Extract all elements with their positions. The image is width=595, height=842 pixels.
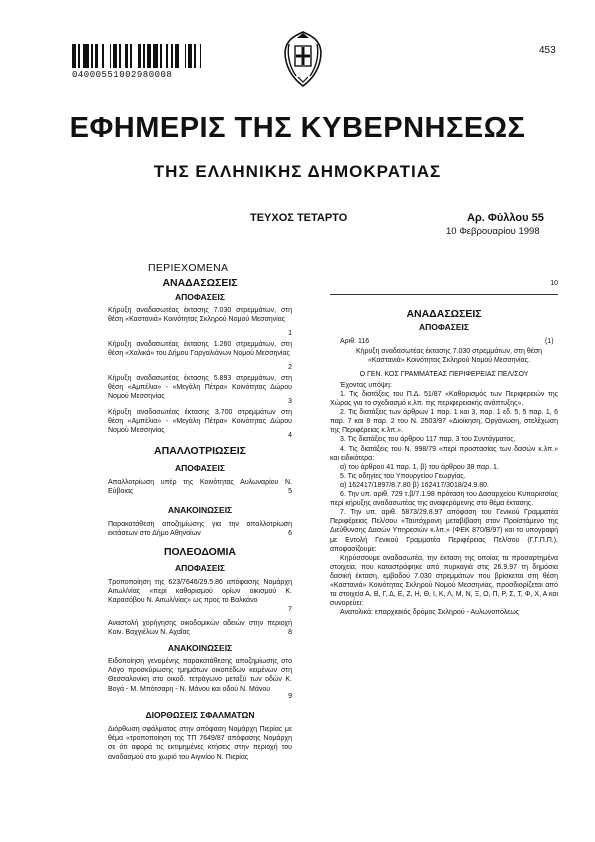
body-paragraph: 1. Τις διατάξεις του Π.Δ. 51/87 «Καθορισμός των Περιφερειών της Χώρας για το σχεδιασμό κ.λπ. της περιφερειακής ανάπτυξης».: [330, 391, 558, 408]
entry-text: Ειδοποίηση γενομένης παρακατάθεσης αποζημίωσης στο Λόγο προσκύρωσης τμημάτων οικοπέδων κειμένων στη Θεσσαλονίκη στο οικοδ. τετράγωνο μεταξύ των οδών Κ. Βογά - Μ. Μπότσαρη - Ν. Μάνου και οδού Ν. Μάνου: [108, 658, 292, 693]
list-item: [108, 408, 292, 442]
section-urban-planning-announcements: ΑΝΑΚΟΙΝΩΣΕΙΣ: [167, 643, 233, 653]
entry-text: Τροποποίηση της 623/7646/29.5.86 απόφασης Νομάρχη Αιτωλ/νίας «περί καθορισμού ορίων οικισμού Κ. Καρασόβου Ν. Αιτωλ/νίας» ως προς το Βαλκάνο: [108, 579, 292, 605]
barcode-number: 04000551002980008: [72, 70, 173, 80]
body-paragraph: Ανατολικά: επαρχιακός δρόμος Σκληρού - Αυλωνοπόλεως: [340, 609, 520, 617]
entry-page: 4: [288, 431, 292, 439]
body-paragraph: 6. Την υπ. αριθ. 729 τ.β/7.1.98 πρόταση του Δασαρχείου Κυπαρισσίας περί κήρυξης αναδασωτέας της αναφερόμενης στο θέμα έκτασης.: [330, 491, 558, 508]
list-item: [108, 619, 292, 639]
gazette-subtitle: ΤΗΣ ΕΛΛΗΝΙΚΗΣ ΔΗΜΟΚΡΑΤΙΑΣ: [153, 162, 442, 181]
gazette-title: ΕΦΗΜΕΡΙΣ ΤΗΣ ΚΥΒΕΡΝΗΣΕΩΣ: [69, 112, 526, 144]
decision-title: Κήρυξη αναδασωτέας έκτασης 7.030 στρεμμάτων, στη θέση «Καστανιά» Κοινότητας Σκληρού Νομού Μεσσηνίας.: [355, 348, 543, 365]
section-reforestation-title: ΑΝΑΔΑΣΩΣΕΙΣ: [162, 277, 238, 289]
section-expropriation-announcements: ΑΝΑΚΟΙΝΩΣΕΙΣ: [167, 505, 233, 515]
body-paragraph: 7. Την υπ. αριθ. 5873/29.8.97 απόφαση του Γενικού Γραμματέα Περιφέρειας Πελ/σου «Ταυτόχρονη μεταβίβαση στον Προϊστάμενο της Διεύθυνσης Δασών Υπηρεσιών κ.λπ.» (ΦΕΚ 870/Β/97) και το υπογραφή με Εντολή Γενικού Γραμματέα Περιφέρειας Πελ/σου (Γ.Γ.Π.Π.), αποφασίζουμε:: [330, 509, 558, 553]
entry-text: Απαλλοτρίωση υπέρ της Κοινότητας Αυλωναρίου Ν. Εύβοιας: [108, 479, 292, 496]
issue-label: ΤΕΥΧΟΣ ΤΕΤΑΡΤΟ: [250, 212, 348, 224]
list-item: [108, 478, 292, 500]
body-paragraph: 2. Τις διατάξεις των άρθρων 1 παρ. 1 και 3, παρ. 1 εδ. 5, 5 παρ. 1, 6 παρ. 7 και 8 παρ. 2 του Ν. 2503/97 «Διοίκηση, Οργάνωση, στελέχωση της Περιφέρειας κ.λπ.».: [330, 409, 558, 435]
entry-page: 9: [288, 692, 292, 700]
decision-body: [330, 390, 558, 690]
correction-text-left: [108, 725, 292, 761]
sheet-number: Αρ. Φύλλου 55: [467, 212, 544, 224]
entry-text: Διόρθωση σφάλματος στην απόφαση Νομάρχη Πιερίας με θέμα «τροποποίηση της ΤΠ 7649/87 απόφασης Νομάρχη σε ότι αφορά τις εκτιμημένες κτήσεις στην περιοχή του αναδασμού στο χωριό του Αιγινίου Ν. Πιερίας: [108, 726, 292, 761]
entry-page: 1: [288, 329, 292, 337]
page-number: 453: [539, 45, 556, 56]
having-regard: Έχοντας υπόψη:: [340, 382, 392, 389]
entry-text: Κήρυξη αναδασωτέας έκτασης 7.030 στρεμμάτων, στη θέση «Καστανιά» Κοινότητας Σκληρού Νομού Μεσσηνίας: [108, 307, 292, 324]
section-reforestation-sub: ΑΠΟΦΑΣΕΙΣ: [174, 292, 225, 302]
entry-text: Παρακατάθεση αποζημίωσης για την απαλλοτρίωση εκτάσεων στο Δήμο Αθηναίων: [108, 521, 292, 538]
divider: [330, 294, 558, 295]
decision-index: (1): [545, 338, 554, 345]
authority: Ο ΓΕΝ. ΚΟΣ ΓΡΑΜΜΑΤΕΑΣ ΠΕΡΙΦΕΡΕΙΑΣ ΠΕΛ/ΣΟΥ: [359, 371, 529, 378]
entry-page: 7: [288, 605, 292, 613]
section-urban-planning-sub: ΑΠΟΦΑΣΕΙΣ: [174, 563, 225, 573]
list-item: [108, 340, 292, 374]
entry-text: Αναστολή χορήγησης οικοδομικών αδειών στην περιοχή Κοιν. Βαχγιέλων Ν. Αχαΐας: [108, 620, 292, 637]
entry-text: Κήρυξη αναδασωτέας έκτασης 1.260 στρεμμάτων, στη θέση «Χαλικά» του Δήμου Γαργαλιάνων Νομού Μεσσηνίας: [108, 341, 292, 358]
list-item: [108, 374, 292, 408]
entry-page: 2: [288, 363, 292, 371]
issue-date: 10 Φεβρουαρίου 1998: [446, 226, 540, 237]
entry-page: 3: [288, 397, 292, 405]
decision-number: Αριθ. 116: [340, 338, 370, 345]
entry-page: 10: [550, 279, 558, 287]
reforestation-list: [108, 306, 292, 442]
right-section-sub: ΑΠΟΦΑΣΕΙΣ: [418, 322, 469, 332]
section-expropriation-title: ΑΠΑΛΛΟΤΡΙΩΣΕΙΣ: [154, 445, 246, 457]
entry-page: 5: [288, 487, 292, 495]
body-paragraph: Κηρύσσουμε αναδασωτέα, την έκταση της οποίας τα προσαρτημένα στοιχεία, που καταστράφηκε από πυρκαγιά στις 26.9.97 τη δημόσια δασική έκταση, εμβαδού 7.030 στρεμμάτων που βρίσκεται στη θέση «Καστανιά» Κοινότητας Σκληρού Νομού Μεσσηνίας, προσδιορίζεται από τα στοιχεία Α, Β, Γ, Δ, Ε, Ζ, Η, Θ, Ι, Κ, Λ, Μ, Ν, Ξ, Ο, Π, Ρ, Σ, Τ, Φ, Χ, Α και συνορεύει:: [330, 554, 558, 608]
entry-text: Κήρυξη αναδασωτέας έκτασης 5.893 στρεμμάτων, στη θέση «Αμπέλια» - «Μεγάλη Πέτρα» Κοινότητας Δώρου Νομού Μεσσηνίας: [108, 375, 292, 401]
right-section-title: ΑΝΑΔΑΣΩΣΕΙΣ: [406, 308, 482, 320]
coat-of-arms-emblem: [280, 30, 326, 88]
section-expropriation-sub: ΑΠΟΦΑΣΕΙΣ: [174, 463, 225, 473]
section-urban-planning-title: ΠΟΛΕΟΔΟΜΙΑ: [163, 546, 237, 558]
barcode: [72, 44, 207, 68]
list-item: [108, 657, 292, 703]
entry-text: [330, 253, 332, 260]
body-paragraph: 4. Τις διατάξεις του Ν. 998/79 «περί προστασίας των δασών κ.λπ.» και ειδικότερα:: [330, 445, 558, 462]
body-paragraph: α) του άρθρου 41 παρ. 1, β) του άρθρου 38 παρ. 1.: [340, 463, 499, 471]
contents-heading: ΠΕΡΙΕΧΟΜΕΝΑ: [148, 262, 229, 274]
list-item: [108, 520, 292, 542]
section-corrections-title: ΔΙΟΡΘΩΣΕΙΣ ΣΦΑΛΜΑΤΩΝ: [145, 710, 255, 720]
correction-continuation: [330, 252, 558, 288]
body-paragraph: 3. Τις διατάξεις του άρθρου 117 παρ. 3 του Συντάγματος.: [340, 436, 516, 444]
list-item: [108, 306, 292, 340]
entry-page: 6: [288, 529, 292, 537]
entry-text: Κήρυξη αναδασωτέας έκτασης 3.700 στρεμμάτων στη θέση «Αμπέλια» - «Μεγάλη Πέτρα» Κοινότητας Δώρου Νομού Μεσσηνίας: [108, 409, 292, 435]
entry-page: 8: [288, 628, 292, 636]
body-paragraph: 5. Τις οδηγίες του Υπουργείου Γεωργίας.: [340, 472, 466, 480]
list-item: [108, 578, 292, 616]
body-paragraph: α) 162417/1897/8.7.80 β) 162417/3018/24.9.80.: [340, 481, 489, 489]
